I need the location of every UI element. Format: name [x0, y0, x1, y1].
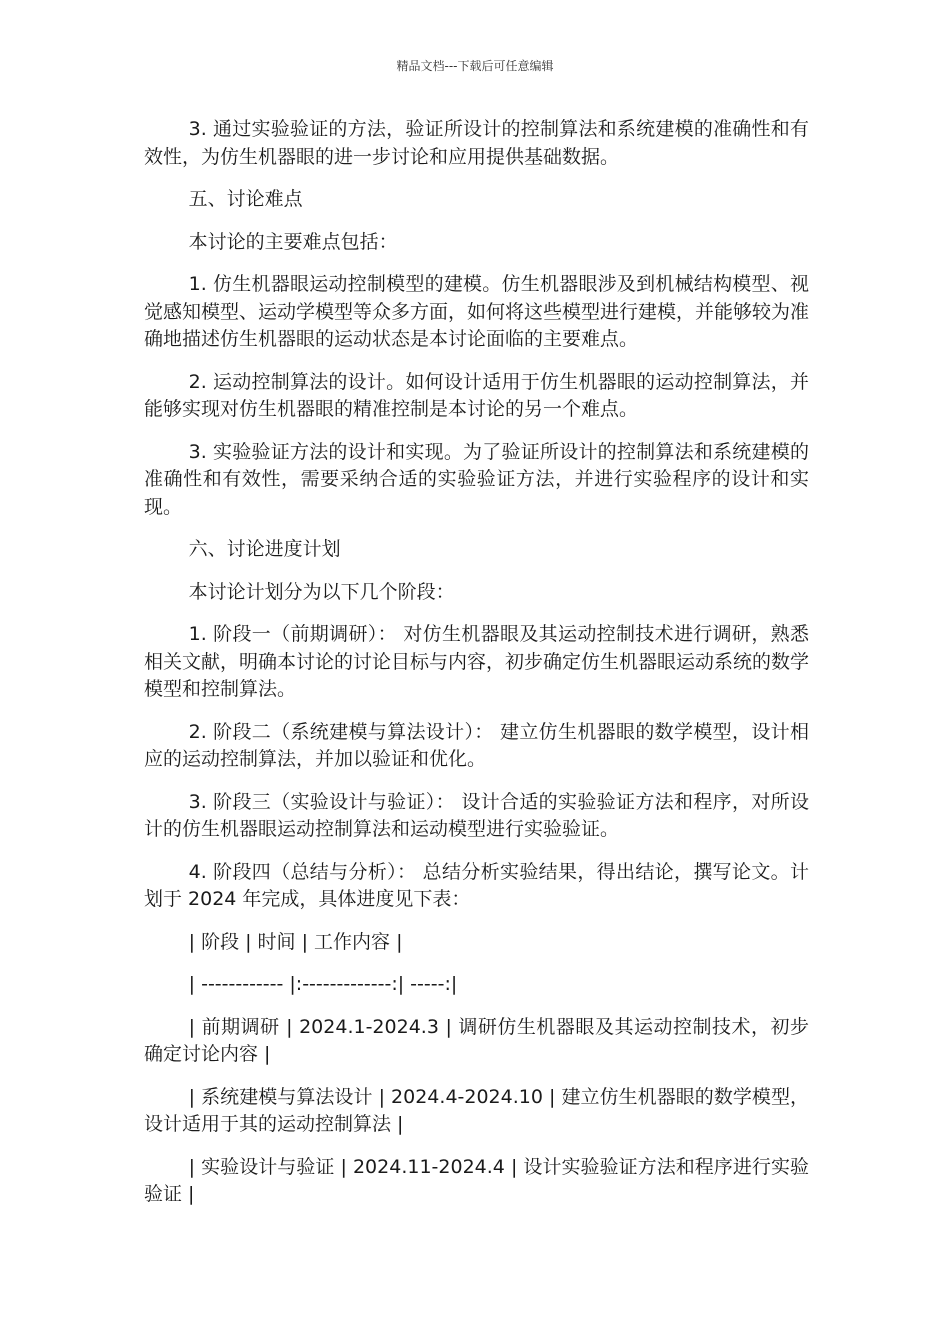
paragraph-difficulty-3: 3. 实验验证方法的设计和实现。为了验证所设计的控制算法和系统建模的准确性和有效性，需要采纳合适的实验验证方法，并进行实验程序的设计和实现。: [144, 440, 809, 518]
paragraph-difficulty-2: 2. 运动控制算法的设计。如何设计适用于仿生机器眼的运动控制算法，并能够实现对仿生机器眼的精准控制是本讨论的另一个难点。: [144, 370, 809, 420]
paragraph-schedule-intro: 本讨论计划分为以下几个阶段：: [188, 580, 455, 603]
paragraph-difficulty-1: 1. 仿生机器眼运动控制模型的建模。仿生机器眼涉及到机械结构模型、视觉感知模型、运动学模型等众多方面，如何将这些模型进行建模，并能够较为准确地描述仿生机器眼的运动状态是本讨论面临的主要难点。: [144, 273, 810, 350]
table-row-research: | 前期调研 | 2024.1-2024.3 | 调研仿生机器眼及其运动控制技术，初步确定讨论内容 |: [144, 1015, 809, 1065]
paragraph-stage-2: 2. 阶段二（系统建模与算法设计）： 建立仿生机器眼的数学模型，设计相应的运动控制算法，并加以验证和优化。: [144, 720, 809, 770]
section-heading-difficulties: 五、讨论难点: [188, 188, 303, 210]
paragraph-stage-3: 3. 阶段三（实验设计与验证）： 设计合适的实验验证方法和程序，对所设计的仿生机器眼运动控制算法和运动模型进行实验验证。: [144, 790, 809, 840]
section-heading-schedule: 六、讨论进度计划: [188, 538, 341, 560]
paragraph-verification-goal: 3. 通过实验验证的方法，验证所设计的控制算法和系统建模的准确性和有效性，为仿生机器眼的进一步讨论和应用提供基础数据。: [144, 118, 809, 168]
table-header-row: | 阶段 | 时间 | 工作内容 |: [188, 930, 403, 953]
table-separator-row: | ------------ |:-------------:| -----:|: [188, 973, 458, 995]
table-row-modeling: | 系统建模与算法设计 | 2024.4-2024.10 | 建立仿生机器眼的数学模型，设计适用于其的运动控制算法 |: [144, 1085, 809, 1135]
table-row-experiment: | 实验设计与验证 | 2024.11-2024.4 | 设计实验验证方法和程序进行实验验证 |: [144, 1155, 809, 1205]
page-header: 精品文档---下载后可任意编辑: [396, 59, 554, 73]
paragraph-difficulties-intro: 本讨论的主要难点包括：: [188, 230, 398, 253]
document-body: [144, 116, 809, 1224]
paragraph-stage-1: 1. 阶段一（前期调研）： 对仿生机器眼及其运动控制技术进行调研，熟悉相关文献，明确本讨论的讨论目标与内容，初步确定仿生机器眼运动系统的数学模型和控制算法。: [144, 623, 810, 700]
paragraph-stage-4: 4. 阶段四（总结与分析）： 总结分析实验结果，得出结论，撰写论文。计划于 2024 年完成，具体进度见下表：: [144, 860, 809, 910]
